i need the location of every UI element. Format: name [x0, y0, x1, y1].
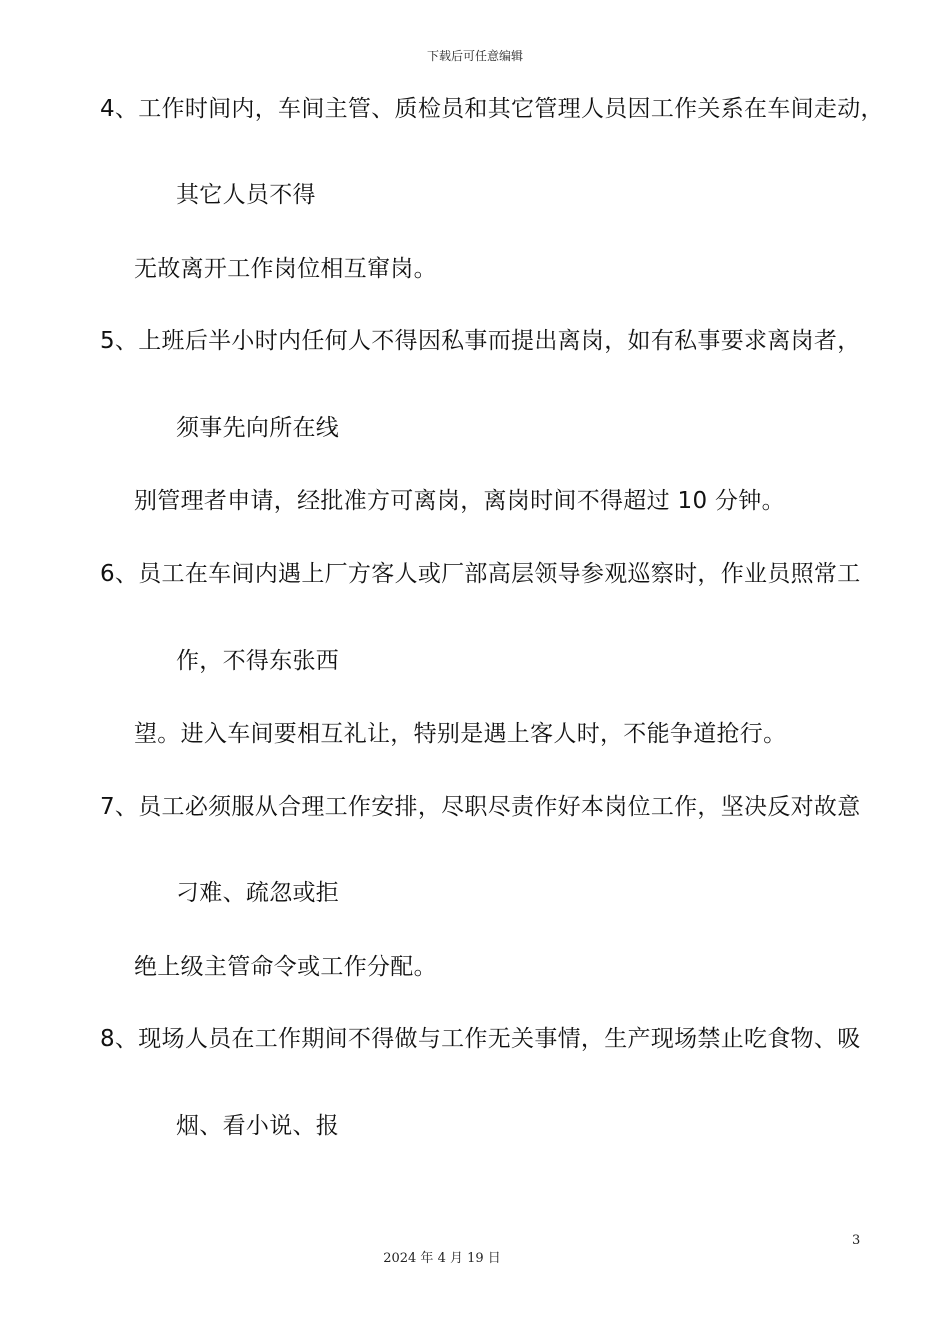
- rule-5-line-1: 5、上班后半小时内任何人不得因私事而提出离岗，如有私事要求离岗者，: [100, 328, 861, 354]
- rule-6-line-2: 作，不得东张西: [176, 648, 340, 674]
- rule-5-line-3: 别管理者申请，经批准方可离岗，离岗时间不得超过 10 分钟。: [134, 488, 785, 514]
- rule-7-line-1: 7、员工必须服从合理工作安排，尽职尽责作好本岗位工作，坚决反对故意: [100, 794, 861, 820]
- rule-8-line-2: 烟、看小说、报: [176, 1113, 340, 1139]
- rule-6-line-1: 6、员工在车间内遇上厂方客人或厂部高层领导参观巡察时，作业员照常工: [100, 561, 861, 587]
- rule-7-line-3: 绝上级主管命令或工作分配。: [134, 954, 437, 980]
- footer-date: 2024 年 4 月 19 日: [383, 1251, 501, 1266]
- rule-5-line-2: 须事先向所在线: [176, 415, 340, 441]
- rule-7-line-2: 刁难、疏忽或拒: [176, 880, 340, 906]
- rule-4-line-3: 无故离开工作岗位相互窜岗。: [134, 256, 437, 282]
- page-number: 3: [852, 1233, 861, 1248]
- rule-6-line-3: 望。进入车间要相互礼让，特别是遇上客人时，不能争道抢行。: [134, 721, 787, 747]
- rule-4-line-2: 其它人员不得: [176, 182, 316, 208]
- rule-4-line-1: 4、工作时间内，车间主管、质检员和其它管理人员因工作关系在车间走动，: [100, 96, 884, 122]
- page-header: 下载后可任意编辑: [426, 49, 523, 63]
- rule-8-line-1: 8、现场人员在工作期间不得做与工作无关事情，生产现场禁止吃食物、吸: [100, 1026, 861, 1052]
